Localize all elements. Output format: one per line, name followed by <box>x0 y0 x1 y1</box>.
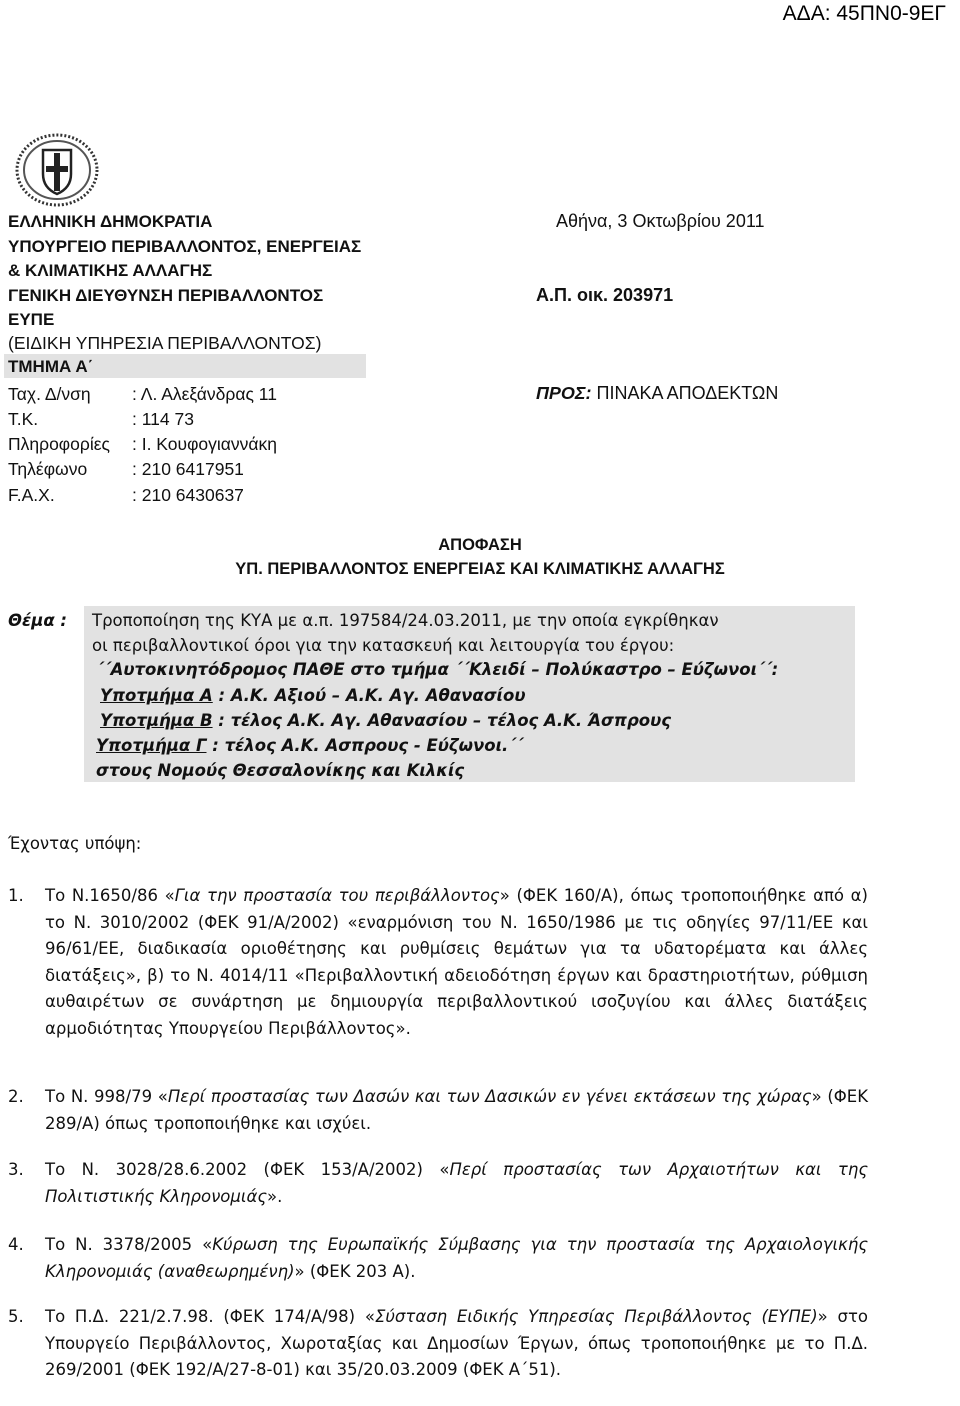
protocol-number: Α.Π. οικ. 203971 <box>536 285 674 305</box>
header-republic: ΕΛΛΗΝΙΚΗ ΔΗΜΟΚΡΑΤΙΑ <box>8 212 213 231</box>
item-number: 4. <box>8 1235 24 1254</box>
contact-address <box>8 383 277 406</box>
subject-prefectures: στους Νομούς Θεσσαλονίκης και Κιλκίς <box>96 761 465 780</box>
subject-section-a <box>100 684 525 709</box>
hellenic-emblem-icon <box>12 130 102 210</box>
item-number: 3. <box>8 1160 24 1179</box>
section-a-label: Υποτμήμα Α <box>100 686 213 705</box>
section-b-label: Υποτμήμα Β <box>100 711 213 730</box>
contact-label: Τ.Κ. <box>8 409 39 429</box>
contact-fax <box>8 484 244 507</box>
item-italic-title: Κύρωση της Ευρωπαϊκής Σύμβασης για την προστασία της Αρχαιολογικής Κληρονομιάς (αναθεωρημένη) <box>45 1235 868 1281</box>
item-number: 2. <box>8 1087 24 1106</box>
header-ministry-cont: & ΚΛΙΜΑΤΙΚΗΣ ΑΛΛΑΓΗΣ <box>8 261 213 280</box>
item-text: Το Ν. 3378/2005 « <box>45 1235 213 1254</box>
contact-label: Πληροφορίες <box>8 434 110 454</box>
subject-line-2: οι περιβαλλοντικοί όροι για την κατασκευή και λειτουργία του έργου: <box>92 636 675 655</box>
considering-heading: Έχοντας υπόψη: <box>8 834 142 853</box>
to-label: ΠΡΟΣ: <box>536 383 592 403</box>
item-italic-title: Σύσταση Ειδικής Υπηρεσίας Περιβάλλοντος (ΕΥΠΕ) <box>374 1307 818 1326</box>
section-c-desc: : τέλος Α.Κ. Ασπρους - Εύζωνοι.΄΄ <box>206 736 523 755</box>
contact-label: F.A.X. <box>8 485 55 505</box>
item-text: Το Π.Δ. 221/2.7.98. (ΦΕΚ 174/Α/98) « <box>45 1307 375 1326</box>
contact-value: : 210 6417951 <box>132 459 244 479</box>
contact-value: : Ι. Κουφογιαννάκη <box>132 434 278 454</box>
contact-value: : 210 6430637 <box>132 485 244 505</box>
contact-postcode <box>8 408 194 431</box>
item-number: 5. <box>8 1307 24 1326</box>
header-ministry: ΥΠΟΥΡΓΕΙΟ ΠΕΡΙΒΑΛΛΟΝΤΟΣ, ΕΝΕΡΓΕΙΑΣ <box>8 237 362 256</box>
item-number: 1. <box>8 886 24 905</box>
subject-section-b <box>100 709 671 734</box>
item-text: Το Ν.1650/86 « <box>45 886 175 905</box>
list-item <box>8 1157 868 1210</box>
item-text: » (ΦΕΚ 289/Α) όπως τροποποιήθηκε και ισχύει. <box>45 1087 869 1133</box>
header-general-directorate: ΓΕΝΙΚΗ ΔΙΕΥΘΥΝΣΗ ΠΕΡΙΒΑΛΛΟΝΤΟΣ <box>8 286 324 305</box>
item-italic-title: Για την προστασία του περιβάλλοντος <box>174 886 500 905</box>
item-italic-title: Περί προστασίας των Δασών και των Δασικών εν γένει εκτάσεων της χώρας <box>167 1087 812 1106</box>
to-value: ΠΙΝΑΚΑ ΑΠΟΔΕΚΤΩΝ <box>591 383 779 403</box>
contact-label: Ταχ. Δ/νση <box>8 384 91 404</box>
subject-line-1: Τροποποίηση της ΚΥΑ με α.π. 197584/24.03.2011, με την οποία εγκρίθηκαν <box>92 611 719 630</box>
item-text: » (ΦΕΚ 160/Α), όπως τροποποιήθηκε από α) το Ν. 3010/2002 (ΦΕΚ 91/Α/2002) «εναρμόνιση του Ν. 1650/1986 με τις οδηγίες 97/11/ΕΕ και 96/61/ΕΕ, διαδικασία οριοθέτησης και ρυθμίσεις θεμάτων για τα υδατορέματα και άλλες διατάξεις», β) το Ν. 4014/11 «Περιβαλλοντική αδειοδότηση έργων και δραστηριοτήτων, ρύθμιση αυθαιρέτων σε συνάρτηση με δημιουργία περιβαλλοντικού ισοζυγίου και άλλες διατάξεις αρμοδιότητας Υπουργείου Περιβάλλοντος». <box>45 886 868 1038</box>
item-text: ». <box>267 1186 283 1206</box>
decision-subtitle: ΥΠ. ΠΕΡΙΒΑΛΛΟΝΤΟΣ ΕΝΕΡΓΕΙΑΣ ΚΑΙ ΚΛΙΜΑΤΙΚΗΣ ΑΛΛΑΓΗΣ <box>235 560 725 578</box>
subject-project-title: ΄΄Αυτοκινητόδρομος ΠΑΘΕ στο τμήμα ΄΄Κλειδί – Πολύκαστρο – Εύζωνοι΄΄: <box>96 660 779 679</box>
contact-value: : 114 73 <box>132 409 194 429</box>
decision-title: ΑΠΟΦΑΣΗ <box>438 536 522 554</box>
document-date: Αθήνα, 3 Οκτωβρίου 2011 <box>556 211 765 231</box>
item-text: » (ΦΕΚ 203 Α). <box>294 1261 416 1281</box>
subject-label: Θέμα : <box>8 611 68 630</box>
contact-phone <box>8 458 244 481</box>
header-department: ΤΜΗΜΑ Α΄ <box>8 357 94 376</box>
section-c-label: Υποτμήμα Γ <box>96 736 207 755</box>
contact-value: : Λ. Αλεξάνδρας 11 <box>132 384 277 404</box>
contact-label: Τηλέφωνο <box>8 459 88 479</box>
item-text: Το Ν. 3028/28.6.2002 (ΦΕΚ 153/Α/2002) « <box>45 1160 450 1179</box>
header-special-service: (ΕΙΔΙΚΗ ΥΠΗΡΕΣΙΑ ΠΕΡΙΒΑΛΛΟΝΤΟΣ) <box>8 333 322 353</box>
recipients <box>536 383 778 404</box>
item-text: » στο Υπουργείο Περιβάλλοντος, Χωροταξίας και Δημοσίων Έργων, όπως τροποποιήθηκε με το Π.Δ. 269/2001 (ΦΕΚ 192/Α/27-8-01) και 35/20.03.2009 (ΦΕΚ Α΄51). <box>45 1307 868 1379</box>
list-item <box>8 1084 868 1137</box>
section-a-desc: : Α.Κ. Αξιού – Α.Κ. Αγ. Αθανασίου <box>212 686 526 705</box>
header-eype: ΕΥΠΕ <box>8 310 55 329</box>
contact-info-person <box>8 433 277 456</box>
item-text: Το Ν. 998/79 « <box>45 1087 168 1106</box>
document-code: ΑΔΑ: 45ΠΝ0-9ΕΓ <box>782 2 946 25</box>
list-item <box>8 883 868 1042</box>
list-item <box>8 1232 868 1285</box>
list-item <box>8 1304 868 1384</box>
subject-section-c <box>96 734 523 759</box>
item-italic-title: Περί προστασίας των Αρχαιοτήτων και της Πολιτιστικής Κληρονομιάς <box>45 1160 868 1206</box>
section-b-desc: : τέλος Α.Κ. Αγ. Αθανασίου – τέλος Α.Κ. Άσπρους <box>212 711 672 730</box>
